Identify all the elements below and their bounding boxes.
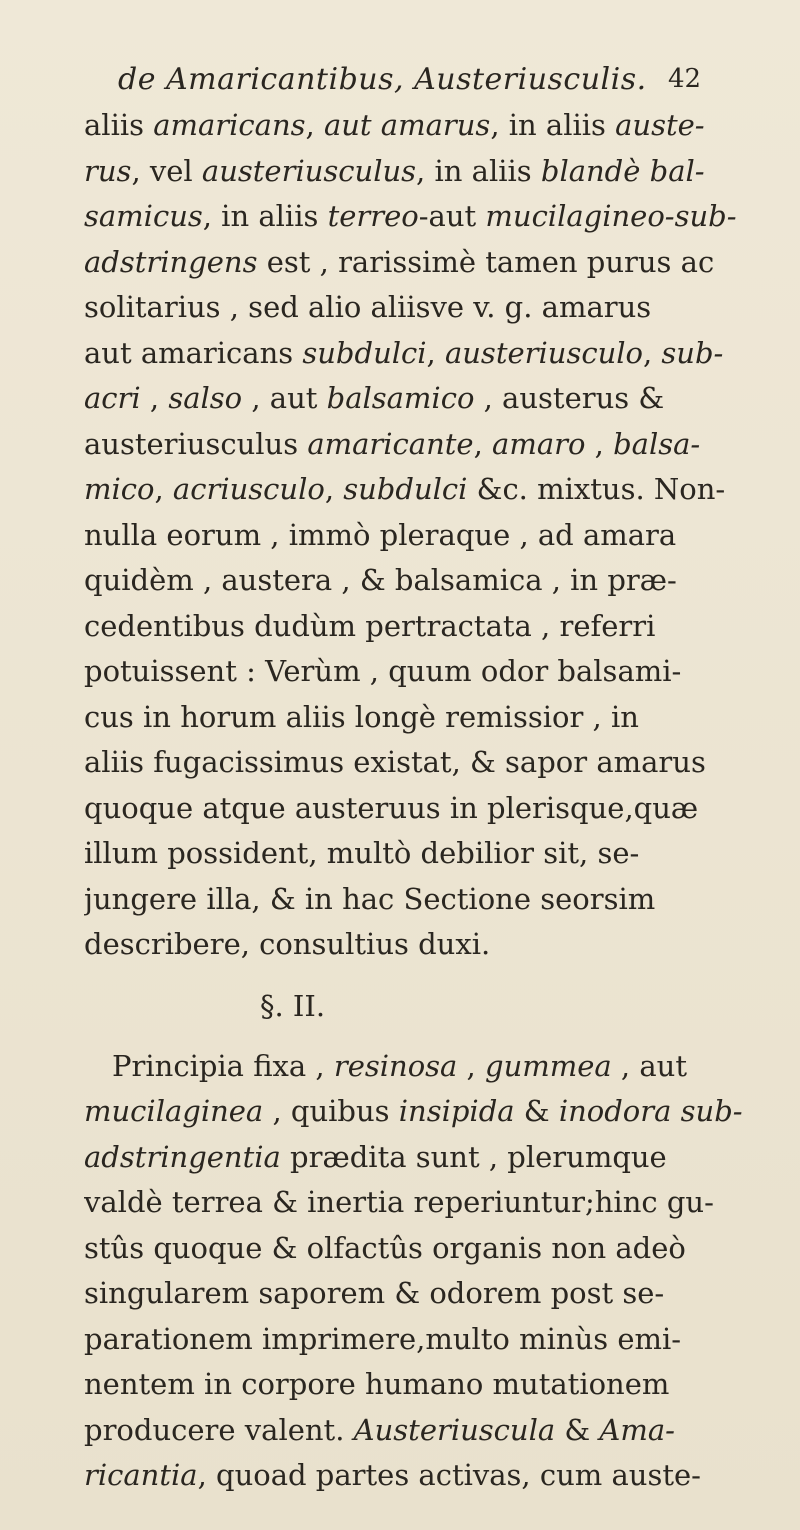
italic-text: resinosa (333, 1048, 458, 1083)
italic-text: balsamico (326, 381, 475, 415)
italic-text: adstringens (84, 244, 258, 279)
text-line (84, 1362, 784, 1408)
italic-text: Austeriuscula (353, 1412, 556, 1447)
italic-text: ricantia (84, 1458, 198, 1492)
text-segment: & (514, 1094, 559, 1128)
italic-text: auste- (615, 108, 705, 142)
text-segment: aliis (84, 108, 154, 142)
text-segment: , (585, 426, 614, 461)
text-line (84, 285, 784, 331)
text-segment: , (457, 1048, 485, 1083)
text-segment: cedentibus dudùm pertractata , referri (84, 608, 656, 643)
italic-text: blandè bal- (540, 153, 705, 188)
text-line (84, 740, 784, 786)
text-segment: , quibus (263, 1094, 399, 1128)
text-segment: , aut (242, 381, 327, 415)
italic-text: samicus (84, 199, 203, 233)
text-line (84, 513, 784, 559)
text-line (84, 604, 784, 650)
italic-text: salso (168, 381, 243, 415)
text-segment: , (426, 335, 445, 370)
text-line (84, 831, 784, 877)
text-segment: , in aliis (202, 199, 328, 233)
text-segment: , (642, 335, 662, 370)
running-head: de Amaricantibus, Austeriusculis. (118, 62, 647, 97)
text-segment: , (154, 472, 173, 506)
italic-text: aut amarus (323, 108, 491, 142)
text-segment: illum possident, multò debilior sit, se- (84, 836, 640, 870)
italic-text: austeriusculus (201, 153, 417, 188)
text-segment: , (473, 426, 493, 461)
section-heading: §. II. (260, 988, 326, 1023)
italic-text: subdulci (302, 335, 427, 370)
text-segment: prædita sunt , plerumque (280, 1139, 667, 1174)
text-line (84, 1271, 784, 1317)
italic-text: amaricante (307, 426, 474, 461)
italic-text: adstringentia (84, 1139, 281, 1174)
text-line (84, 194, 784, 240)
text-line (84, 695, 784, 741)
text-line (84, 467, 784, 513)
text-line (84, 558, 784, 604)
italic-text: rus (84, 153, 132, 188)
italic-text: austeriusculo (444, 335, 643, 370)
text-line (84, 1226, 784, 1272)
text-segment: Principia fixa , (112, 1048, 334, 1083)
text-line (84, 1317, 784, 1363)
text-line (84, 331, 784, 377)
text-segment: , vel (131, 153, 202, 188)
text-line (84, 1089, 784, 1135)
text-segment: , (305, 108, 324, 142)
text-segment: stûs quoque & olfactûs organis non adeò (84, 1230, 686, 1265)
italic-text: amaro (492, 426, 586, 461)
text-line (84, 1408, 784, 1454)
italic-text: balsa- (613, 426, 701, 461)
italic-text: insipida (398, 1094, 515, 1128)
italic-text: acriusculo (172, 472, 325, 506)
italic-text: mico (84, 472, 155, 506)
italic-text: subdulci (343, 472, 468, 506)
text-segment: cus in horum aliis longè remissior , in (84, 699, 639, 734)
text-segment: potuissent : Verùm , quum odor balsami- (84, 654, 682, 688)
text-line (84, 149, 784, 195)
italic-text: gummea (485, 1048, 612, 1083)
text-line (84, 1135, 784, 1181)
text-segment: quidèm , austera , & balsamica , in præ- (84, 563, 677, 597)
text-segment: , quoad partes activas, cum auste- (197, 1458, 701, 1492)
page-number: 42 (668, 64, 702, 94)
text-segment: quoque atque austeruus in plerisque,quæ (84, 790, 699, 825)
text-segment: , aut (611, 1048, 687, 1083)
text-line (84, 1453, 784, 1499)
text-segment: valdè terrea & inertia reperiuntur;hinc gu- (84, 1185, 714, 1219)
text-line (84, 1044, 784, 1090)
text-line (84, 103, 784, 149)
text-line (84, 922, 784, 968)
text-segment: nentem in corpore humano mutationem (84, 1367, 670, 1401)
text-segment: aut amaricans (84, 335, 303, 370)
text-segment: nulla eorum , immò pleraque , ad amara (84, 517, 677, 552)
italic-text: amaricans (153, 108, 306, 142)
text-segment: -aut (418, 199, 486, 233)
body-text (84, 103, 784, 1499)
italic-text: terreo (327, 199, 419, 233)
text-line (84, 786, 784, 832)
text-segment: producere valent. (84, 1412, 354, 1447)
italic-text: inodora sub- (558, 1094, 743, 1128)
italic-text: mucilaginea (84, 1094, 264, 1128)
text-segment: est , rarissimè tamen purus ac (257, 244, 715, 279)
text-segment: , in aliis (416, 153, 541, 188)
italic-text: mucilagineo-sub- (485, 199, 737, 233)
text-line (84, 376, 784, 422)
text-segment: jungere illa, & in hac Sectione seorsim (84, 881, 656, 916)
text-segment: & (555, 1412, 600, 1447)
text-line (84, 649, 784, 695)
text-segment: , in aliis (490, 108, 616, 142)
text-segment: , (324, 472, 344, 506)
text-line (84, 240, 784, 286)
text-line (84, 422, 784, 468)
text-line (84, 877, 784, 923)
text-segment: parationem imprimere,multo minùs emi- (84, 1321, 682, 1356)
text-segment: solitarius , sed alio aliisve v. g. amarus (84, 290, 652, 324)
text-segment: &c. mixtus. Non- (467, 472, 726, 506)
text-segment: singularem saporem & odorem post se- (84, 1276, 665, 1310)
italic-text: acri (84, 381, 141, 415)
text-segment: austeriusculus (84, 426, 308, 461)
text-segment: , (140, 381, 169, 415)
text-line (84, 1180, 784, 1226)
italic-text: Ama- (599, 1412, 675, 1447)
italic-text: sub- (661, 335, 724, 370)
text-segment: describere, consultius duxi. (84, 927, 491, 961)
text-segment: , austerus & (474, 381, 665, 415)
text-segment: aliis fugacissimus existat, & sapor amarus (84, 745, 706, 779)
